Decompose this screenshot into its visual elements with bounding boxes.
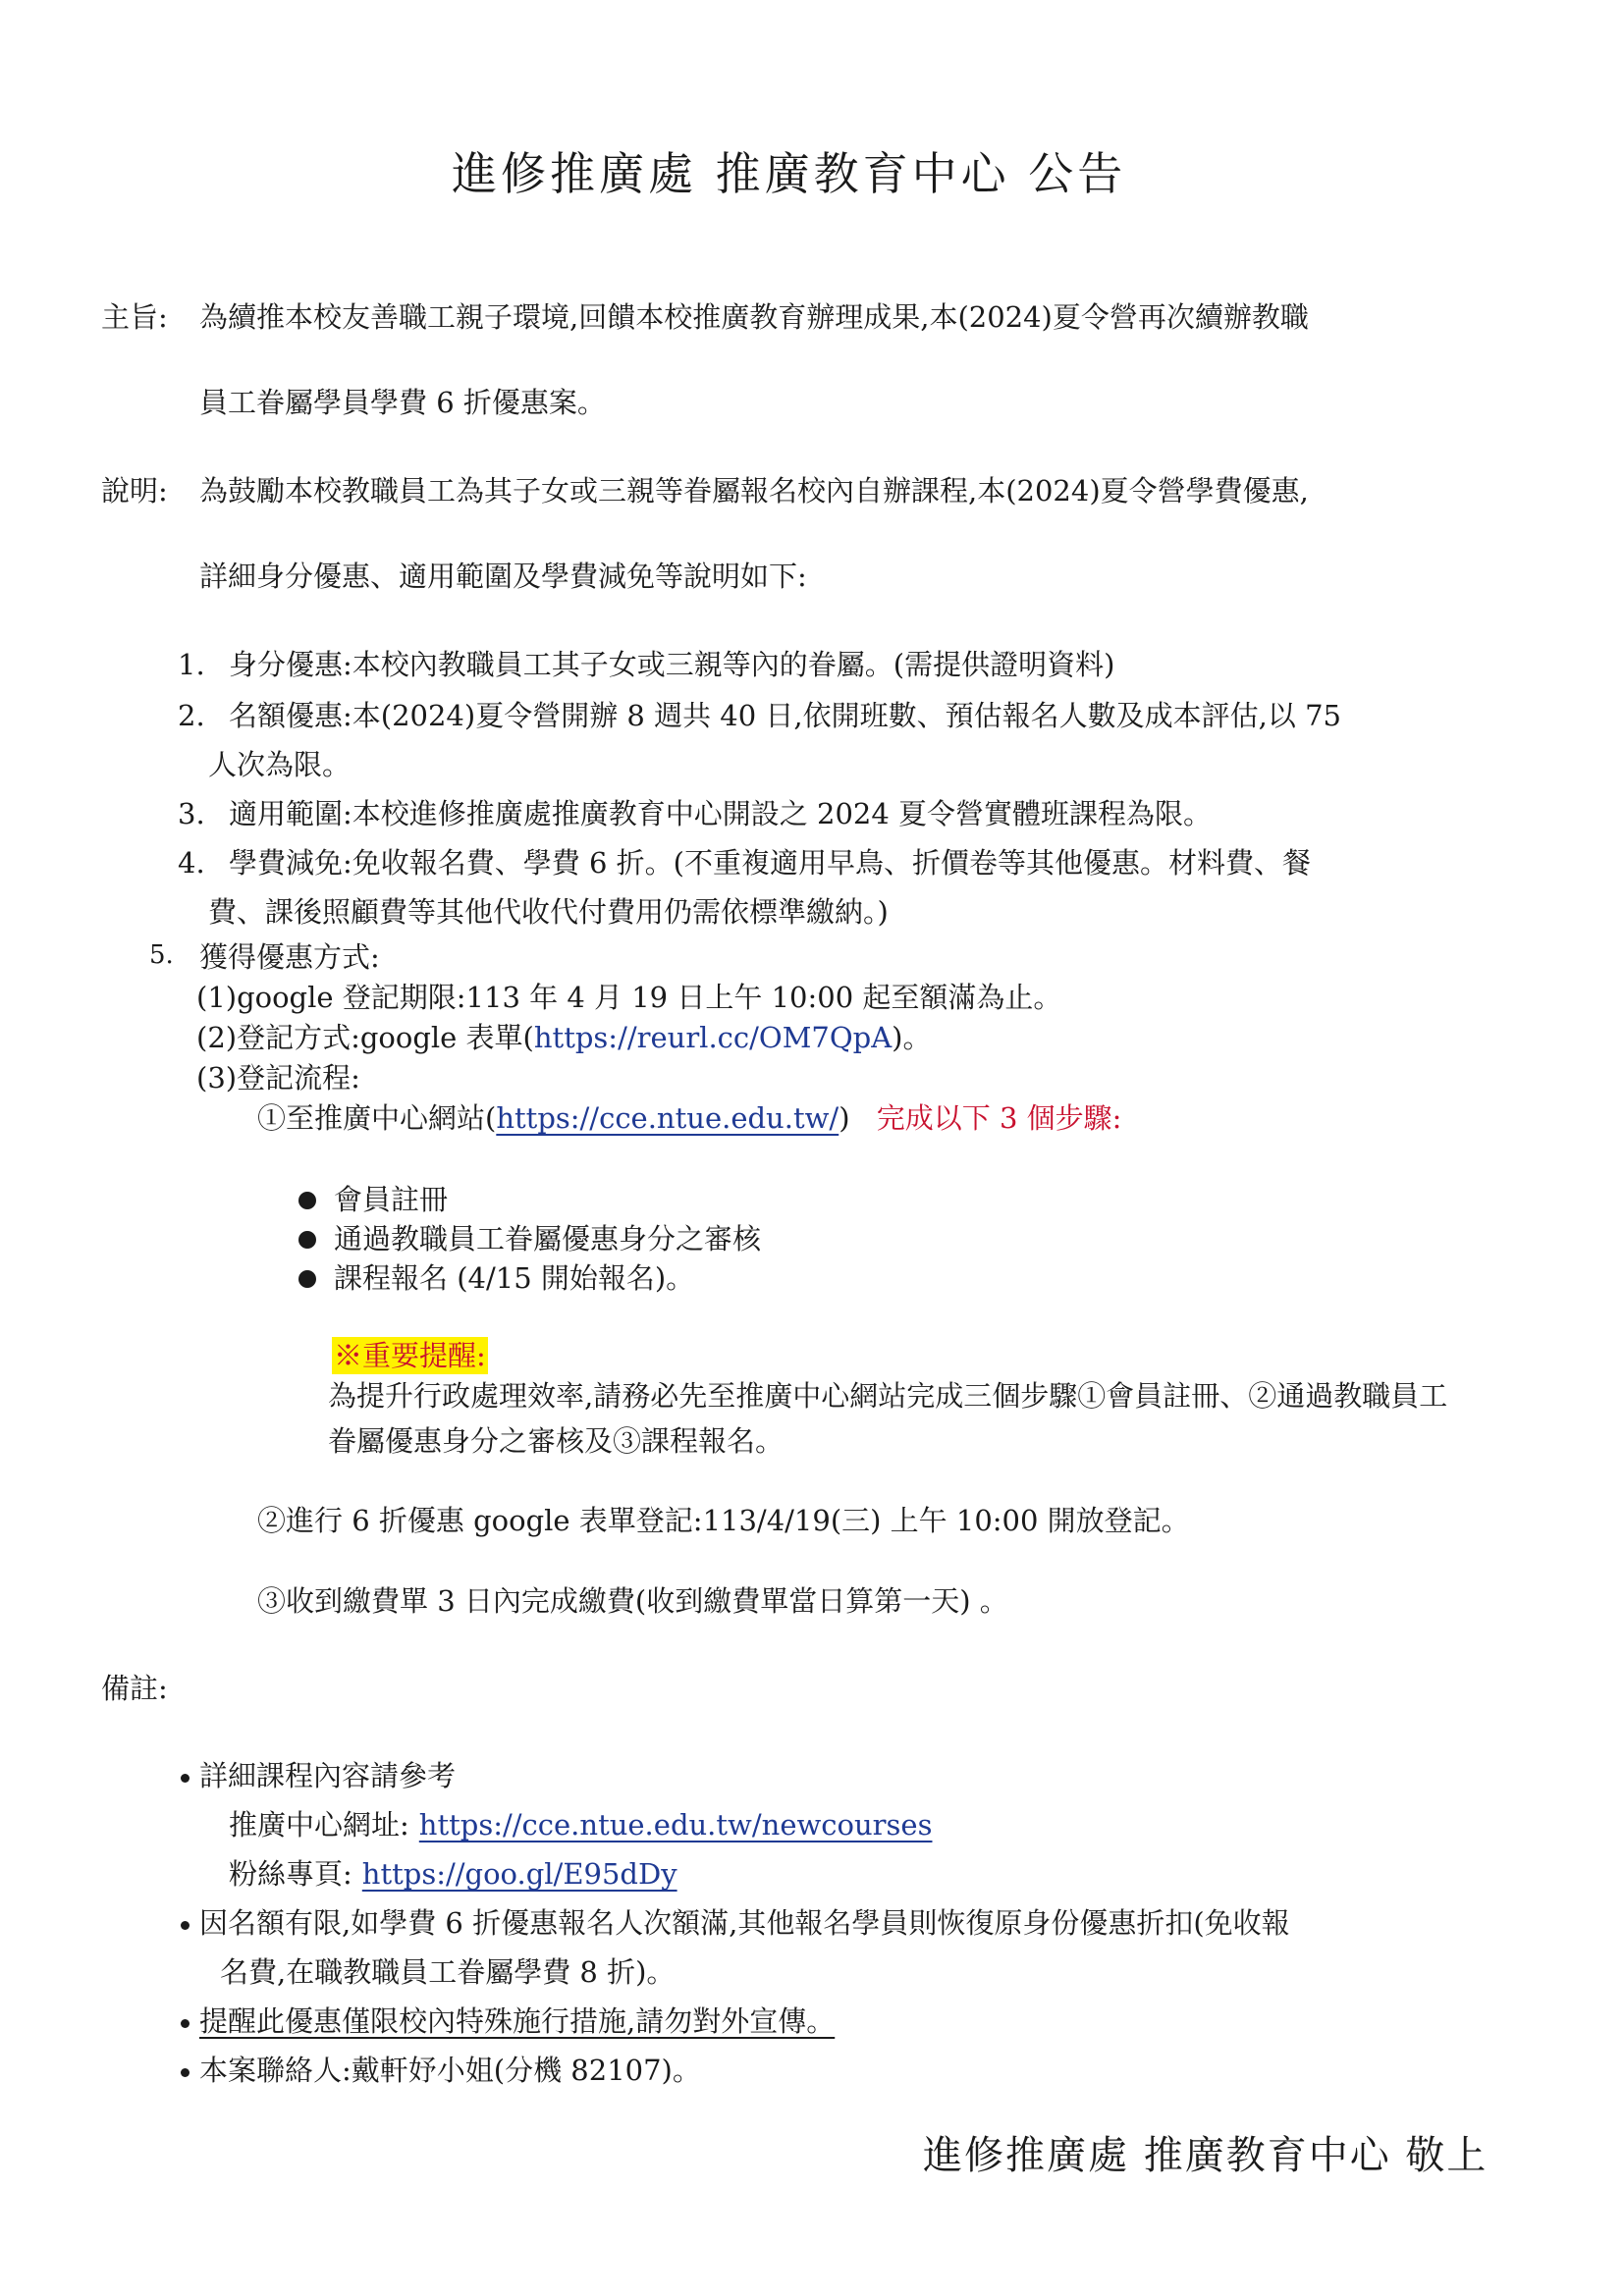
note-2-line-1: 因名額有限,如學費 6 折優惠報名人次額滿,其他報名學員則恢復原身份優惠折扣(免收報 xyxy=(199,1906,1290,1940)
form-link[interactable]: https://reurl.cc/OM7QpA xyxy=(533,1021,893,1054)
fanpage-row: 粉絲專頁: https://goo.gl/E95dDy xyxy=(229,1857,677,1891)
bullet-dot-icon xyxy=(298,1192,316,1209)
site-row: 推廣中心網址: https://cce.ntue.edu.tw/newcourses xyxy=(229,1808,933,1842)
step1: ①至推廣中心網站(https://cce.ntue.edu.tw/) 完成以下 3 個步驟: xyxy=(257,1101,1122,1135)
item5-sub2: (2)登記方式:google 表單(https://reurl.cc/OM7QpA)。 xyxy=(196,1021,932,1054)
item-number: 1. xyxy=(178,648,205,681)
note-1: 詳細課程內容請參考 xyxy=(199,1759,457,1792)
item-number: 2. xyxy=(178,699,205,732)
item-text: 名額優惠:本(2024)夏令營開辦 8 週共 40 日,依開班數、預估報名人數及成本評估,以 75 xyxy=(229,699,1341,732)
item5-sub1: (1)google 登記期限:113 年 4 月 19 日上午 10:00 起至額滿為止。 xyxy=(196,981,1062,1014)
item-text: 身分優惠:本校內教職員工其子女或三親等內的眷屬。(需提供證明資料) xyxy=(229,648,1115,681)
subject-label: 主旨: xyxy=(101,300,168,334)
reminder-line-1: 為提升行政處理效率,請務必先至推廣中心網站完成三個步驟①會員註冊、②通過教職員工 xyxy=(328,1379,1448,1413)
bullet-dot-icon xyxy=(298,1270,316,1288)
item-number: 5. xyxy=(149,940,174,970)
item-number: 3. xyxy=(178,797,205,830)
item-text: 學費減免:免收報名費、學費 6 折。(不重複適用早鳥、折價卷等其他優惠。材料費、餐 xyxy=(229,846,1311,880)
cce-site-link[interactable]: https://cce.ntue.edu.tw/ xyxy=(496,1101,839,1135)
bullet-dot-icon xyxy=(181,1774,189,1783)
step1-red-note: 完成以下 3 個步驟: xyxy=(876,1101,1122,1135)
notes-label: 備註: xyxy=(101,1672,168,1705)
newcourses-link[interactable]: https://cce.ntue.edu.tw/newcourses xyxy=(418,1808,933,1842)
bullet-dot-icon xyxy=(298,1231,316,1249)
closing-signature: 進修推廣處 推廣教育中心 敬上 xyxy=(923,2133,1489,2178)
item-text: 人次為限。 xyxy=(208,748,352,781)
bullet-item: 會員註冊 xyxy=(334,1183,449,1216)
bullet-dot-icon xyxy=(181,1921,189,1930)
step2: ②進行 6 折優惠 google 表單登記:113/4/19(三) 上午 10:00 開放登記。 xyxy=(257,1504,1190,1537)
page-title: 進修推廣處 推廣教育中心 公告 xyxy=(452,147,1127,200)
item5-heading: 獲得優惠方式: xyxy=(199,940,380,974)
fanpage-link[interactable]: https://goo.gl/E95dDy xyxy=(361,1857,677,1891)
note-4: 本案聯絡人:戴軒妤小姐(分機 82107)。 xyxy=(199,2054,701,2087)
item-text: 適用範圍:本校進修推廣處推廣教育中心開設之 2024 夏令營實體班課程為限。 xyxy=(229,797,1213,830)
explanation-line-2: 詳細身分優惠、適用範圍及學費減免等說明如下: xyxy=(199,560,807,593)
bullet-dot-icon xyxy=(181,2019,189,2028)
note-2-line-2: 名費,在職教職員工眷屬學費 8 折)。 xyxy=(220,1955,676,1989)
note-3: 提醒此優惠僅限校內特殊施行措施,請勿對外宣傳。 xyxy=(199,2004,836,2038)
bullet-item: 通過教職員工眷屬優惠身分之審核 xyxy=(334,1222,762,1255)
subject-line-2: 員工眷屬學員學費 6 折優惠案。 xyxy=(199,386,606,419)
item-number: 4. xyxy=(178,846,205,880)
explanation-line-1: 為鼓勵本校教職員工為其子女或三親等眷屬報名校內自辦課程,本(2024)夏令營學費優惠, xyxy=(199,474,1309,507)
item5-sub3: (3)登記流程: xyxy=(196,1061,360,1095)
subject-line-1: 為續推本校友善職工親子環境,回饋本校推廣教育辦理成果,本(2024)夏令營再次續辦教職 xyxy=(199,300,1309,334)
explanation-label: 說明: xyxy=(101,474,168,507)
reminder-label: ※重要提醒: xyxy=(334,1339,486,1372)
bullet-dot-icon xyxy=(181,2068,189,2077)
step3: ③收到繳費單 3 日內完成繳費(收到繳費單當日算第一天) 。 xyxy=(257,1584,1008,1618)
item-text: 費、課後照顧費等其他代收代付費用仍需依標準繳納。) xyxy=(208,895,889,929)
reminder-line-2: 眷屬優惠身分之審核及③課程報名。 xyxy=(328,1424,785,1458)
bullet-item: 課程報名 (4/15 開始報名)。 xyxy=(334,1261,695,1295)
